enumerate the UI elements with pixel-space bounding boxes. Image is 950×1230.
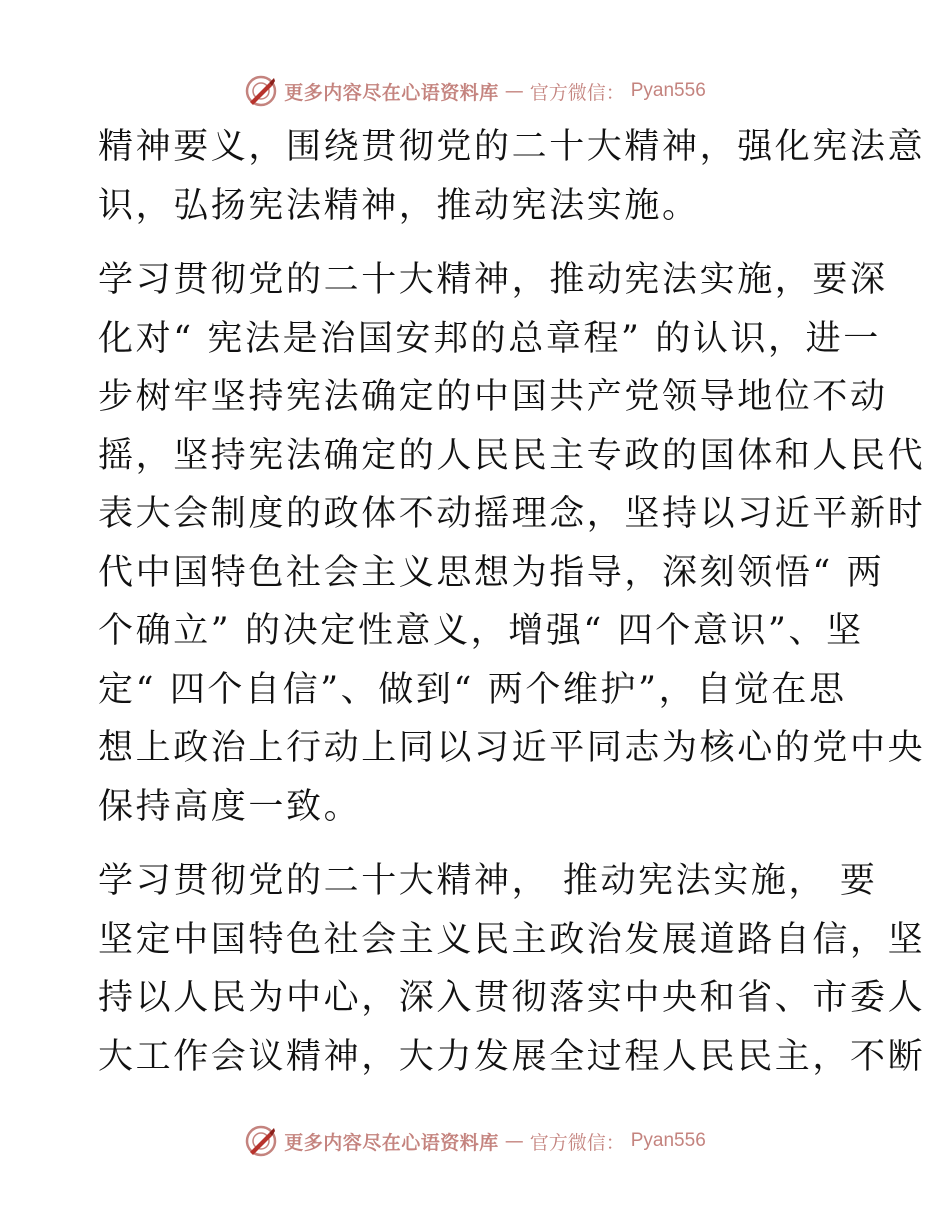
text-line: 坚定中国特色社会主义民主政治发展道路自信，坚 [98, 919, 926, 960]
pen-logo-icon [244, 74, 278, 108]
text-line: 定“ 四个自信”、做到“ 两个维护”，自觉在思 [98, 669, 847, 710]
watermark-site-text: 更多内容尽在心语资料库 [284, 81, 499, 104]
header-watermark [0, 71, 950, 111]
footer-watermark [0, 1121, 950, 1161]
text-line: 表大会制度的政体不动摇理念，坚持以习近平新时 [98, 494, 926, 534]
paragraph-3 [98, 852, 926, 1086]
text-line: 识，弘扬宪法精神，推动宪法实施。 [98, 185, 700, 226]
document-body [98, 118, 926, 1086]
pen-logo-icon [244, 1124, 278, 1158]
paragraph-1 [98, 118, 926, 235]
text-line: 步树牢坚持宪法确定的中国共产党领导地位不动 [98, 377, 888, 417]
text-line: 精神要义，围绕贯彻党的二十大精神，强化宪法意 [98, 127, 926, 167]
text-line: 学习贯彻党的二十大精神， 推动宪法实施， 要 [98, 861, 878, 901]
watermark-separator: — [504, 1130, 524, 1152]
text-line: 学习贯彻党的二十大精神，推动宪法实施，要深 [98, 260, 888, 300]
text-line: 持以人民为中心，深入贯彻落实中央和省、市委人 [98, 978, 926, 1018]
watermark-site-text: 更多内容尽在心语资料库 [284, 1131, 499, 1154]
watermark-separator: — [504, 80, 524, 102]
text-line: 保持高度一致。 [98, 786, 362, 827]
watermark-wechat-id: Pyan556 [630, 1130, 706, 1151]
text-line: 摇，坚持宪法确定的人民民主专政的国体和人民代 [98, 435, 926, 476]
watermark-official-label: 官方微信： [529, 1131, 625, 1154]
text-line: 个确立” 的决定性意义，增强“ 四个意识”、坚 [98, 611, 864, 651]
text-line: 大工作会议精神，大力发展全过程人民民主，不断 [98, 1036, 926, 1077]
watermark-wechat-id: Pyan556 [630, 80, 706, 101]
watermark-official-label: 官方微信： [529, 81, 625, 104]
text-line: 想上政治上行动上同以习近平同志为核心的党中央 [98, 728, 926, 768]
text-line: 化对“ 宪法是治国安邦的总章程” 的认识，进一 [98, 318, 881, 359]
paragraph-2 [98, 251, 926, 836]
text-line: 代中国特色社会主义思想为指导，深刻领悟“ 两 [98, 552, 885, 593]
